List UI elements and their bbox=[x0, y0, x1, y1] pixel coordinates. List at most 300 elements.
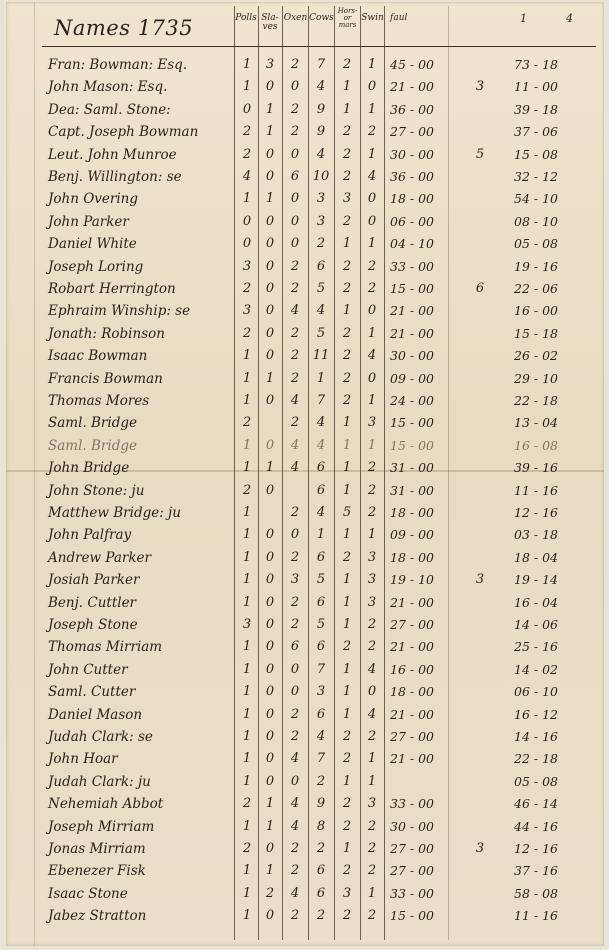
row-cows: 11 bbox=[312, 348, 330, 364]
row-total: 12 - 16 bbox=[514, 841, 558, 856]
row-slaves: 0 bbox=[265, 549, 275, 565]
row-slaves: 0 bbox=[265, 482, 275, 498]
row-name: Nehemiah Abbot bbox=[48, 796, 164, 813]
row-oxen: 0 bbox=[290, 146, 300, 162]
row-swine: 1 bbox=[367, 527, 377, 543]
row-swine: 2 bbox=[367, 863, 377, 879]
row-cows: 2 bbox=[316, 841, 326, 856]
column-header-oxen: Oxen bbox=[283, 13, 308, 23]
row-faul: 33 - 00 bbox=[390, 885, 434, 901]
row-horses: 2 bbox=[342, 325, 352, 341]
row-polls: 1 bbox=[242, 460, 252, 476]
row-cows: 5 bbox=[316, 572, 326, 588]
row-faul: 21 - 00 bbox=[390, 325, 434, 341]
row-horses: 1 bbox=[342, 661, 352, 677]
row-total: 25 - 16 bbox=[514, 639, 558, 655]
row-faul: 21 - 00 bbox=[390, 639, 434, 655]
row-oxen: 2 bbox=[290, 706, 300, 722]
row-swine: 0 bbox=[367, 370, 377, 386]
table-row bbox=[6, 771, 604, 793]
row-total: 26 - 02 bbox=[514, 348, 558, 364]
row-name: Andrew Parker bbox=[48, 549, 151, 566]
row-polls: 1 bbox=[242, 57, 252, 72]
row-cows: 10 bbox=[312, 169, 330, 184]
row-polls: 1 bbox=[242, 818, 252, 834]
column-header-horses: Hors- or mars bbox=[337, 7, 358, 29]
table-row bbox=[6, 368, 604, 390]
row-oxen: 2 bbox=[290, 258, 300, 274]
table-row bbox=[6, 905, 604, 927]
row-slaves: 0 bbox=[265, 303, 275, 319]
row-swine: 4 bbox=[367, 348, 377, 364]
table-row bbox=[6, 547, 604, 569]
row-swine: 1 bbox=[367, 393, 377, 408]
row-name: Fran: Bowman: Esq. bbox=[48, 57, 188, 73]
row-faul: 15 - 00 bbox=[390, 908, 434, 924]
row-faul: 15 - 00 bbox=[390, 281, 434, 296]
row-polls: 1 bbox=[242, 437, 252, 453]
row-horses: 2 bbox=[342, 124, 352, 140]
row-oxen: 0 bbox=[290, 191, 300, 207]
row-oxen: 2 bbox=[290, 505, 300, 520]
row-total: 08 - 10 bbox=[514, 213, 558, 229]
row-cows: 7 bbox=[316, 393, 326, 408]
row-name: Ephraim Winship: se bbox=[48, 303, 191, 320]
row-total: 03 - 18 bbox=[514, 527, 558, 543]
row-swine: 1 bbox=[367, 885, 377, 901]
table-row bbox=[6, 345, 604, 367]
row-mark: 3 bbox=[475, 572, 485, 588]
row-swine: 4 bbox=[367, 706, 377, 722]
row-polls: 3 bbox=[242, 258, 252, 274]
row-horses: 2 bbox=[342, 213, 352, 229]
row-faul: 45 - 00 bbox=[390, 57, 434, 72]
row-cows: 6 bbox=[316, 706, 326, 722]
row-faul: 16 - 00 bbox=[390, 661, 434, 677]
row-slaves: 1 bbox=[265, 191, 275, 207]
row-swine: 3 bbox=[367, 572, 377, 588]
table-row bbox=[6, 144, 604, 166]
row-faul: 27 - 00 bbox=[390, 617, 434, 632]
row-name: Francis Bowman bbox=[48, 370, 163, 387]
row-faul: 27 - 00 bbox=[390, 124, 434, 140]
row-name: Judah Clark: ju bbox=[48, 773, 151, 790]
table-row bbox=[6, 883, 604, 905]
row-faul: 31 - 00 bbox=[390, 482, 434, 498]
row-slaves: 0 bbox=[265, 706, 275, 722]
row-horses: 1 bbox=[342, 236, 352, 252]
row-polls: 1 bbox=[242, 393, 252, 408]
row-oxen: 2 bbox=[290, 124, 300, 140]
row-slaves: 0 bbox=[265, 908, 275, 924]
row-swine: 1 bbox=[367, 57, 377, 72]
row-horses: 1 bbox=[342, 706, 352, 722]
row-name: Robart Herrington bbox=[48, 281, 176, 297]
row-oxen: 3 bbox=[290, 572, 300, 588]
table-row bbox=[6, 256, 604, 278]
row-polls: 2 bbox=[242, 482, 252, 498]
row-horses: 1 bbox=[342, 527, 352, 543]
table-row bbox=[6, 636, 604, 658]
row-slaves: 0 bbox=[265, 437, 275, 453]
row-polls: 1 bbox=[242, 661, 252, 677]
ledger-page bbox=[6, 2, 604, 946]
row-name: Jonath: Robinson bbox=[48, 325, 165, 342]
row-cows: 5 bbox=[316, 281, 326, 296]
row-name: Capt. Joseph Bowman bbox=[48, 124, 199, 141]
table-row bbox=[6, 188, 604, 210]
row-total: 39 - 18 bbox=[514, 101, 558, 117]
row-swine: 1 bbox=[367, 236, 377, 252]
row-name: Saml. Cutter bbox=[48, 684, 136, 701]
table-row bbox=[6, 390, 604, 412]
column-header-faul: faul bbox=[390, 13, 408, 23]
row-cows: 8 bbox=[316, 818, 326, 834]
table-row bbox=[6, 748, 604, 770]
row-cows: 7 bbox=[316, 751, 326, 767]
row-swine: 1 bbox=[367, 751, 377, 767]
row-horses: 2 bbox=[342, 348, 352, 364]
row-swine: 0 bbox=[367, 191, 377, 207]
row-swine: 0 bbox=[367, 213, 377, 229]
row-polls: 1 bbox=[242, 684, 252, 700]
row-oxen: 4 bbox=[290, 751, 300, 767]
row-horses: 1 bbox=[342, 415, 352, 431]
table-row bbox=[6, 54, 604, 76]
row-oxen: 6 bbox=[290, 639, 300, 655]
row-total: 18 - 04 bbox=[514, 549, 558, 565]
row-swine: 2 bbox=[367, 617, 377, 632]
table-row bbox=[6, 569, 604, 591]
row-cows: 4 bbox=[316, 505, 326, 520]
row-total: 11 - 16 bbox=[514, 482, 558, 498]
row-cows: 2 bbox=[316, 773, 326, 789]
row-name: Judah Clark: se bbox=[48, 729, 153, 745]
row-swine: 3 bbox=[367, 796, 377, 812]
row-polls: 1 bbox=[242, 79, 252, 95]
row-slaves: 0 bbox=[265, 729, 275, 744]
table-row bbox=[6, 659, 604, 681]
row-name: John Overing bbox=[48, 191, 139, 208]
table-row bbox=[6, 480, 604, 502]
row-slaves: 0 bbox=[265, 146, 275, 162]
row-name: Saml. Bridge bbox=[48, 415, 137, 432]
row-horses: 2 bbox=[342, 863, 352, 879]
row-slaves: 0 bbox=[265, 236, 275, 252]
row-cows: 7 bbox=[316, 661, 326, 677]
row-total: 73 - 18 bbox=[514, 57, 558, 72]
row-swine: 1 bbox=[367, 325, 377, 341]
row-polls: 2 bbox=[242, 281, 252, 296]
row-total: 06 - 10 bbox=[514, 684, 558, 700]
row-total: 14 - 06 bbox=[514, 617, 558, 632]
row-faul: 09 - 00 bbox=[390, 527, 434, 543]
row-swine: 2 bbox=[367, 818, 377, 834]
row-oxen: 4 bbox=[290, 393, 300, 408]
row-oxen: 4 bbox=[290, 796, 300, 812]
row-oxen: 2 bbox=[290, 863, 300, 879]
row-slaves: 0 bbox=[265, 258, 275, 274]
table-row bbox=[6, 793, 604, 815]
table-row bbox=[6, 435, 604, 457]
row-name: Daniel Mason bbox=[48, 706, 143, 723]
row-horses: 1 bbox=[342, 841, 352, 856]
row-cows: 9 bbox=[316, 101, 326, 117]
row-total: 19 - 14 bbox=[514, 572, 558, 588]
row-mark: 3 bbox=[475, 79, 485, 95]
row-horses: 2 bbox=[342, 729, 352, 744]
row-slaves: 0 bbox=[265, 594, 275, 610]
row-faul: 33 - 00 bbox=[390, 258, 434, 274]
row-horses: 1 bbox=[342, 460, 352, 476]
row-horses: 3 bbox=[342, 191, 352, 207]
row-oxen: 0 bbox=[290, 661, 300, 677]
page-title: Names 1735 bbox=[54, 16, 194, 40]
row-slaves: 0 bbox=[265, 751, 275, 767]
row-polls: 1 bbox=[242, 729, 252, 744]
table-row bbox=[6, 838, 604, 860]
row-horses: 3 bbox=[342, 885, 352, 901]
row-swine: 2 bbox=[367, 639, 377, 655]
row-faul: 18 - 00 bbox=[390, 505, 434, 520]
row-oxen: 2 bbox=[290, 101, 300, 117]
row-horses: 2 bbox=[342, 908, 352, 924]
table-row bbox=[6, 412, 604, 434]
row-total: 22 - 18 bbox=[514, 393, 558, 408]
row-name: Isaac Bowman bbox=[48, 348, 148, 365]
row-oxen: 2 bbox=[290, 617, 300, 632]
table-row bbox=[6, 860, 604, 882]
table-row bbox=[6, 323, 604, 345]
row-swine: 1 bbox=[367, 146, 377, 162]
row-polls: 1 bbox=[242, 527, 252, 543]
row-total: 12 - 16 bbox=[514, 505, 558, 520]
row-total: 05 - 08 bbox=[514, 236, 558, 252]
row-name: Leut. John Munroe bbox=[48, 146, 177, 163]
corner-mark: 4 bbox=[566, 12, 573, 25]
corner-mark: 1 bbox=[520, 12, 527, 25]
row-name: Thomas Mores bbox=[48, 393, 150, 409]
row-slaves: 0 bbox=[265, 841, 275, 856]
row-faul: 36 - 00 bbox=[390, 169, 434, 184]
row-total: 16 - 12 bbox=[514, 706, 558, 722]
row-horses: 2 bbox=[342, 146, 352, 162]
row-faul: 21 - 00 bbox=[390, 79, 434, 95]
row-swine: 2 bbox=[367, 460, 377, 476]
row-swine: 2 bbox=[367, 841, 377, 856]
row-slaves: 0 bbox=[265, 348, 275, 364]
row-name: Dea: Saml. Stone: bbox=[48, 101, 171, 118]
row-faul: 27 - 00 bbox=[390, 729, 434, 744]
row-cows: 4 bbox=[316, 437, 326, 453]
row-name: Joseph Stone bbox=[48, 617, 138, 633]
row-oxen: 2 bbox=[290, 908, 300, 924]
row-oxen: 2 bbox=[290, 415, 300, 431]
row-cows: 2 bbox=[316, 908, 326, 924]
row-oxen: 2 bbox=[290, 841, 300, 856]
row-faul: 31 - 00 bbox=[390, 460, 434, 476]
row-swine: 4 bbox=[367, 661, 377, 677]
row-name: Joseph Mirriam bbox=[48, 818, 155, 835]
row-slaves: 1 bbox=[265, 370, 275, 386]
row-slaves: 1 bbox=[265, 101, 275, 117]
row-swine: 2 bbox=[367, 505, 377, 520]
row-slaves: 0 bbox=[265, 393, 275, 408]
row-cows: 1 bbox=[316, 527, 326, 543]
row-cows: 6 bbox=[316, 885, 326, 901]
row-total: 11 - 00 bbox=[514, 79, 558, 95]
row-total: 14 - 02 bbox=[514, 661, 558, 677]
row-slaves: 0 bbox=[265, 281, 275, 296]
row-swine: 1 bbox=[367, 101, 377, 117]
row-slaves: 0 bbox=[265, 617, 275, 632]
row-cows: 6 bbox=[316, 639, 326, 655]
row-name: Daniel White bbox=[48, 236, 137, 253]
row-horses: 2 bbox=[342, 258, 352, 274]
row-swine: 1 bbox=[367, 773, 377, 789]
row-slaves: 0 bbox=[265, 325, 275, 341]
row-name: Thomas Mirriam bbox=[48, 639, 163, 656]
row-name: John Parker bbox=[48, 213, 129, 230]
row-total: 44 - 16 bbox=[514, 818, 558, 834]
row-mark: 5 bbox=[475, 146, 485, 162]
row-horses: 1 bbox=[342, 684, 352, 700]
row-total: 15 - 18 bbox=[514, 325, 558, 341]
row-oxen: 6 bbox=[290, 169, 300, 184]
row-total: 22 - 18 bbox=[514, 751, 558, 767]
row-faul: 15 - 00 bbox=[390, 415, 434, 431]
row-faul: 04 - 10 bbox=[390, 236, 434, 252]
row-polls: 2 bbox=[242, 415, 252, 431]
row-cows: 3 bbox=[316, 191, 326, 207]
row-oxen: 2 bbox=[290, 325, 300, 341]
row-total: 46 - 14 bbox=[514, 796, 558, 812]
row-faul: 21 - 00 bbox=[390, 594, 434, 610]
row-polls: 0 bbox=[242, 101, 252, 117]
row-faul: 21 - 00 bbox=[390, 706, 434, 722]
table-row bbox=[6, 614, 604, 636]
row-total: 15 - 08 bbox=[514, 146, 558, 162]
row-swine: 2 bbox=[367, 908, 377, 924]
row-polls: 1 bbox=[242, 773, 252, 789]
row-name: Benj. Cuttler bbox=[48, 594, 137, 611]
row-horses: 1 bbox=[342, 303, 352, 319]
row-horses: 2 bbox=[342, 281, 352, 296]
row-swine: 2 bbox=[367, 482, 377, 498]
row-total: 11 - 16 bbox=[514, 908, 558, 924]
row-swine: 3 bbox=[367, 415, 377, 431]
row-faul: 18 - 00 bbox=[390, 191, 434, 207]
row-total: 58 - 08 bbox=[514, 885, 558, 901]
row-polls: 3 bbox=[242, 303, 252, 319]
row-horses: 2 bbox=[342, 370, 352, 386]
row-oxen: 2 bbox=[290, 370, 300, 386]
row-faul: 30 - 00 bbox=[390, 348, 434, 364]
row-slaves: 0 bbox=[265, 572, 275, 588]
row-name: John Mason: Esq. bbox=[48, 79, 168, 96]
table-row bbox=[6, 592, 604, 614]
row-total: 13 - 04 bbox=[514, 415, 558, 431]
row-swine: 0 bbox=[367, 303, 377, 319]
row-horses: 5 bbox=[342, 505, 352, 520]
row-name: Jabez Stratton bbox=[48, 908, 147, 925]
row-total: 05 - 08 bbox=[514, 773, 558, 789]
row-oxen: 2 bbox=[290, 549, 300, 565]
row-oxen: 0 bbox=[290, 684, 300, 700]
row-polls: 4 bbox=[242, 169, 252, 184]
row-horses: 2 bbox=[342, 818, 352, 834]
row-polls: 2 bbox=[242, 796, 252, 812]
table-row bbox=[6, 278, 604, 300]
row-name: Jonas Mirriam bbox=[48, 841, 146, 857]
row-horses: 1 bbox=[342, 101, 352, 117]
row-polls: 1 bbox=[242, 863, 252, 879]
row-horses: 1 bbox=[342, 572, 352, 588]
row-polls: 1 bbox=[242, 908, 252, 924]
row-name: Isaac Stone bbox=[48, 885, 128, 902]
row-slaves: 0 bbox=[265, 661, 275, 677]
row-horses: 2 bbox=[342, 639, 352, 655]
row-oxen: 4 bbox=[290, 303, 300, 319]
row-name: Saml. Bridge bbox=[48, 437, 137, 454]
row-faul: 33 - 00 bbox=[390, 796, 434, 812]
table-row bbox=[6, 211, 604, 233]
table-row bbox=[6, 99, 604, 121]
row-name: John Hoar bbox=[48, 751, 118, 768]
row-faul: 21 - 00 bbox=[390, 751, 434, 767]
row-oxen: 2 bbox=[290, 348, 300, 364]
row-swine: 2 bbox=[367, 124, 377, 140]
row-swine: 2 bbox=[367, 281, 377, 296]
row-swine: 2 bbox=[367, 258, 377, 274]
row-name: John Palfray bbox=[48, 527, 132, 544]
table-row bbox=[6, 524, 604, 546]
row-polls: 1 bbox=[242, 549, 252, 565]
row-total: 22 - 06 bbox=[514, 281, 558, 296]
column-header-polls: Polls bbox=[235, 13, 257, 23]
row-cows: 5 bbox=[316, 325, 326, 341]
row-name: John Stone: ju bbox=[48, 482, 145, 499]
row-total: 16 - 00 bbox=[514, 303, 558, 319]
table-row bbox=[6, 457, 604, 479]
row-total: 19 - 16 bbox=[514, 258, 558, 274]
row-mark: 3 bbox=[475, 841, 485, 856]
row-horses: 1 bbox=[342, 437, 352, 453]
row-faul: 19 - 10 bbox=[390, 572, 434, 588]
row-polls: 1 bbox=[242, 751, 252, 767]
row-slaves: 0 bbox=[265, 169, 275, 184]
row-horses: 1 bbox=[342, 617, 352, 632]
row-cows: 4 bbox=[316, 415, 326, 431]
row-faul: 27 - 00 bbox=[390, 863, 434, 879]
table-row bbox=[6, 681, 604, 703]
row-cows: 4 bbox=[316, 729, 326, 744]
row-slaves: 0 bbox=[265, 213, 275, 229]
row-horses: 2 bbox=[342, 549, 352, 565]
column-header-slaves: Sla- ves bbox=[261, 13, 279, 32]
row-polls: 1 bbox=[242, 348, 252, 364]
row-oxen: 4 bbox=[290, 818, 300, 834]
table-row bbox=[6, 76, 604, 98]
row-polls: 0 bbox=[242, 213, 252, 229]
row-faul: 18 - 00 bbox=[390, 549, 434, 565]
row-faul: 36 - 00 bbox=[390, 101, 434, 117]
row-horses: 2 bbox=[342, 796, 352, 812]
header-rule bbox=[42, 46, 596, 47]
row-cows: 7 bbox=[316, 57, 326, 72]
row-cows: 9 bbox=[316, 124, 326, 140]
row-swine: 2 bbox=[367, 729, 377, 744]
